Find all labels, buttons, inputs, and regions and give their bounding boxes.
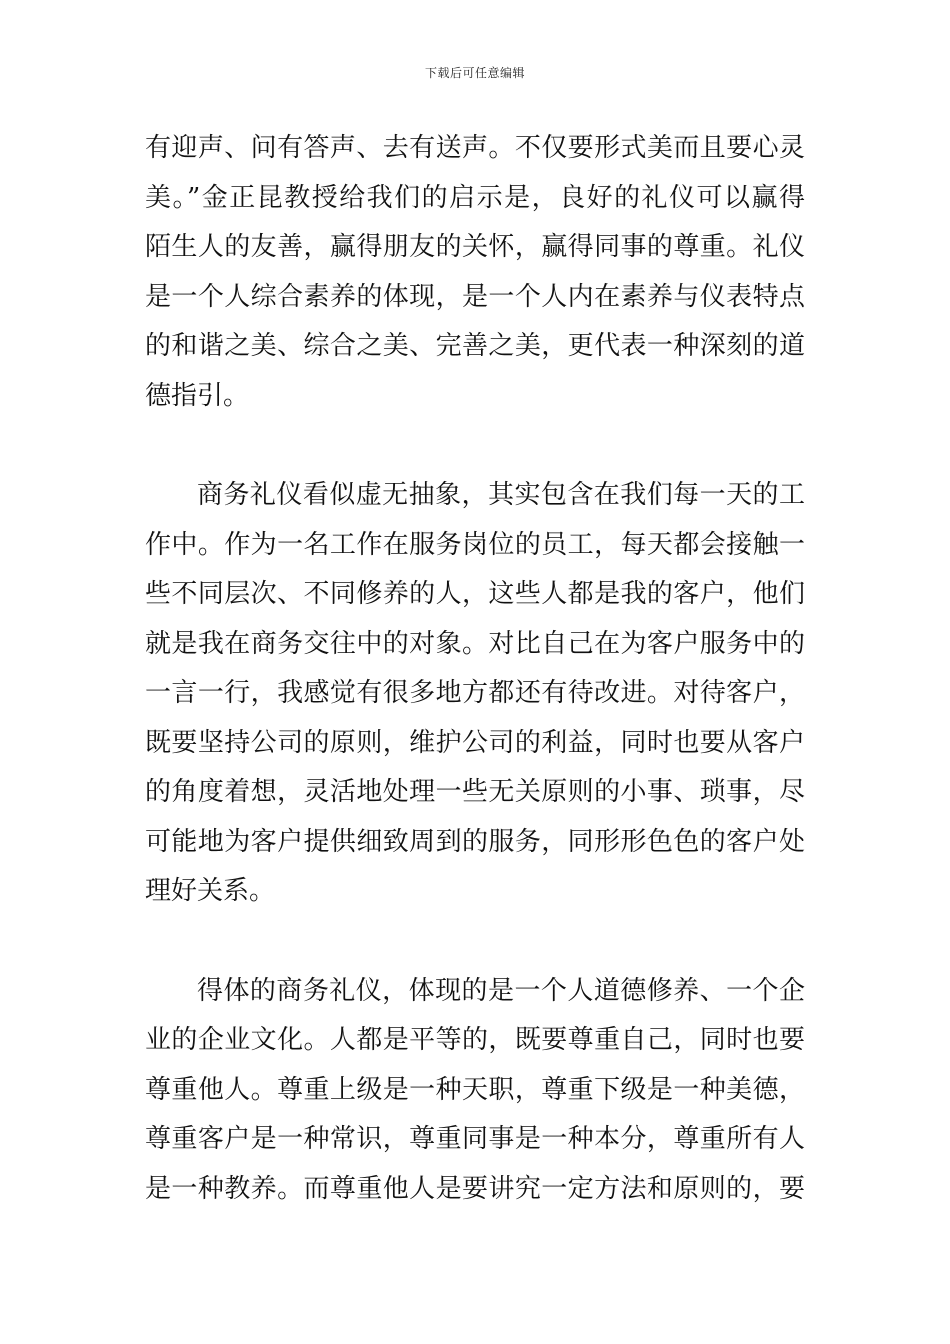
text-line: 业的企业文化。人都是平等的，既要尊重自己，同时也要 [145,1025,805,1055]
paragraph-1 [145,124,805,421]
page-header: 下载后可任意编辑 [424,66,525,80]
text-line: 既要坚持公司的原则，维护公司的利益，同时也要从客户 [145,727,805,758]
paragraph-3 [145,967,805,1215]
document-body [145,124,805,1214]
text-line: 是一种教养。而尊重他人是要讲究一定方法和原则的，要 [145,1173,805,1204]
text-line: 可能地为客户提供细致周到的服务，同形形色色的客户处 [145,826,805,857]
text-line: 的角度着想，灵活地处理一些无关原则的小事、琐事，尽 [145,777,805,807]
text-line: 美。”金正昆教授给我们的启示是，良好的礼仪可以赢得 [145,182,805,213]
paragraph-2 [145,471,805,917]
text-line: 德指引。 [145,380,250,411]
text-line: 陌生人的友善，赢得朋友的关怀，赢得同事的尊重。礼仪 [145,232,805,262]
text-line: 些不同层次、不同修养的人，这些人都是我的客户，他们 [145,579,805,609]
text-line: 的和谐之美、综合之美、完善之美，更代表一种深刻的道 [145,331,805,361]
text-line: 是一个人综合素养的体现，是一个人内在素养与仪表特点 [145,281,805,312]
text-line: 商务礼仪看似虚无抽象，其实包含在我们每一天的工 [197,480,805,510]
text-line: 有迎声、问有答声、去有送声。不仅要形式美而且要心灵 [145,133,805,163]
text-line: 就是我在商务交往中的对象。对比自己在为客户服务中的 [145,628,805,659]
text-line: 作中。作为一名工作在服务岗位的员工，每天都会接触一 [145,529,805,560]
paragraph-spacer [145,421,805,471]
text-line: 尊重客户是一种常识，尊重同事是一种本分，尊重所有人 [145,1124,805,1154]
paragraph-spacer [145,917,805,967]
text-line: 理好关系。 [145,876,276,906]
text-line: 得体的商务礼仪，体现的是一个人道德修养、一个企 [197,975,805,1006]
text-line: 尊重他人。尊重上级是一种天职，尊重下级是一种美德， [145,1074,805,1105]
text-line: 一言一行，我感觉有很多地方都还有待改进。对待客户， [145,678,805,708]
